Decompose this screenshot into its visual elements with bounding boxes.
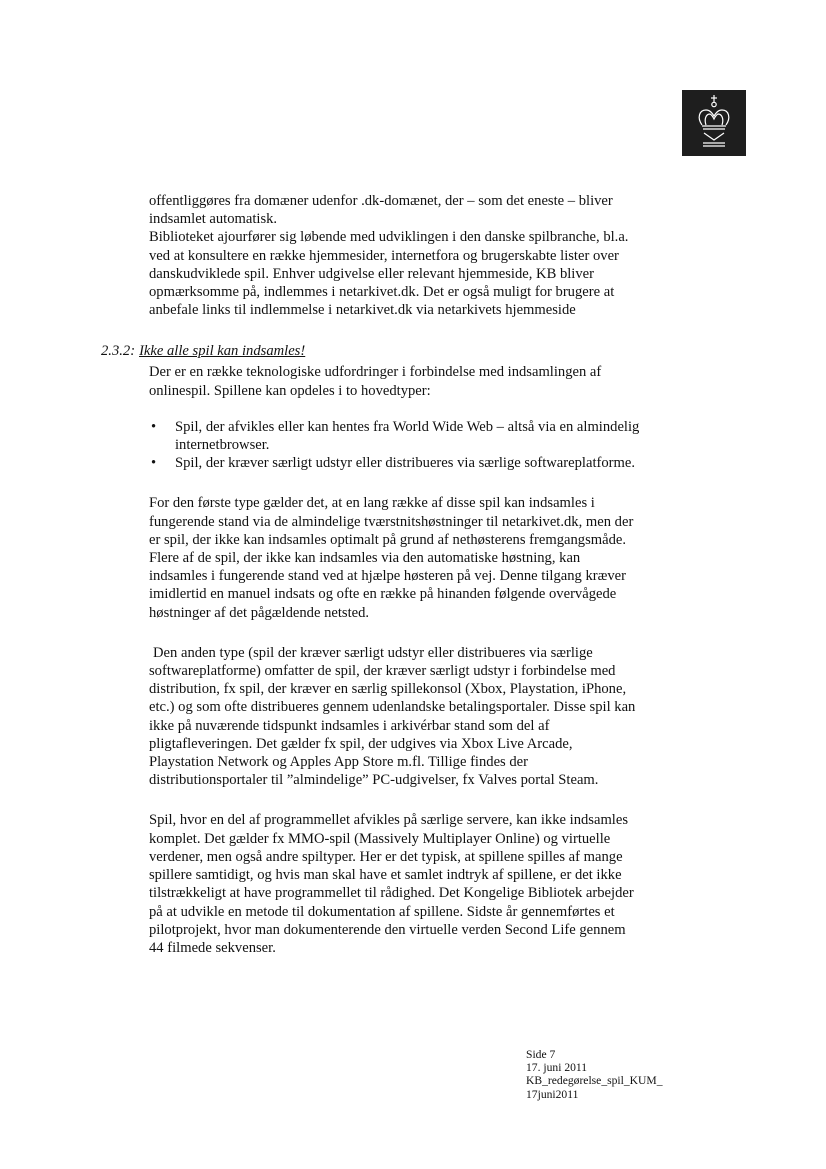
text-line: verdener, men også andre spiltyper. Her er det typisk, at spillene spilles af mange: [149, 848, 623, 865]
text-line: offentliggøres fra domæner udenfor .dk-domænet, der – som det eneste – bliver: [149, 193, 613, 209]
page-footer: [526, 1048, 663, 1101]
spacer: [149, 400, 709, 418]
text-line: pligtafleveringen. Det gælder fx spil, der udgives via Xbox Live Arcade,: [149, 735, 573, 752]
section-heading: [101, 343, 305, 360]
text-line: ved at konsultere en række hjemmesider, internetfora og brugerskabte lister over: [149, 247, 619, 264]
list-item: [149, 418, 709, 454]
text-line: indsamles i fungerende stand ved at hjælpe høsteren på vej. Denne tilgang kræver: [149, 568, 626, 585]
footer-filename: KB_redegørelse_spil_KUM_: [526, 1074, 663, 1088]
text-line: Spil, der kræver særligt udstyr eller distribueres via særlige softwareplatforme.: [175, 455, 636, 472]
text-line: er spil, der ikke kan indsamles optimalt på grund af nethøsterens fremgangsmåde.: [149, 531, 626, 548]
paragraph-first-type: [149, 494, 709, 621]
text-line: For den første type gælder det, at en lang række af disse spil kan indsamles i: [149, 495, 595, 512]
text-line: ikke på nuværende tidspunkt indsamles i arkivérbar stand som del af: [149, 717, 550, 734]
section-intro-paragraph: [149, 363, 709, 399]
text-line: anbefale links til indlemmelse i netarkivet.dk via netarkivets hjemmeside: [149, 302, 576, 319]
text-line: høstninger af det pågældende netsted.: [149, 604, 370, 621]
text-line: danskudviklede spil. Enhver udgivelse eller relevant hjemmeside, KB bliver: [149, 265, 594, 282]
text-line: fungerende stand via de almindelige tværstnitshøstninger til netarkivet.dk, men der: [149, 513, 634, 530]
text-line: onlinespil. Spillene kan opdeles i to hovedtyper:: [149, 382, 431, 399]
crown-icon: [682, 90, 746, 156]
game-types-list: [149, 418, 709, 473]
text-line: Spil, der afvikles eller kan hentes fra World Wide Web – altså via en almindelig: [175, 418, 640, 435]
paragraph-second-type: [149, 644, 709, 790]
text-line: internetbrowser.: [175, 437, 270, 454]
text-line: opmærksomme på, indlemmes i netarkivet.dk. Det er også muligt for brugere at: [149, 284, 615, 301]
royal-logo: [682, 90, 746, 156]
text-line: imidlertid en manuel indsats og ofte en række på hinanden følgende overvågede: [149, 586, 617, 603]
text-line: spillere samtidigt, og hvis man skal have et samlet indtryk af spillene, er det ikke: [149, 867, 622, 884]
text-line: Den anden type (spil der kræver særligt udstyr eller distribueres via særlige: [153, 644, 593, 661]
spacer: [149, 789, 709, 811]
text-line: Playstation Network og Apples App Store m.fl. Tillige findes der: [149, 754, 529, 771]
text-line: Flere af de spil, der ikke kan indsamles via den automatiske høstning, kan: [149, 550, 581, 567]
document-body: [149, 192, 709, 957]
spacer: [149, 622, 709, 644]
text-line: Spil, hvor en del af programmellet afvikles på særlige servere, kan ikke indsamles: [149, 812, 629, 829]
text-line: tilstrækkeligt at have programmellet til rådighed. Det Kongelige Bibliotek arbejder: [149, 885, 634, 902]
intro-paragraph: [149, 192, 709, 319]
text-line: etc.) og som ofte distribueres gennem udenlandske betalingsportaler. Disse spil kan: [149, 699, 636, 716]
text-line: Der er en række teknologiske udfordringer i forbindelse med indsamlingen af: [149, 364, 602, 381]
text-line: Biblioteket ajourfører sig løbende med udviklingen i den danske spilbranche, bl.a.: [149, 229, 629, 246]
spacer: [149, 472, 709, 494]
list-item: [149, 454, 709, 472]
text-line: indsamlet automatisk.: [149, 211, 278, 228]
bullet-marker: •: [151, 418, 157, 435]
section-number: 2.3.2:: [101, 343, 136, 359]
page-number: Side 7: [526, 1048, 556, 1061]
text-line: distributionsportaler til ”almindelige” PC-udgivelser, fx Valves portal Steam.: [149, 772, 599, 789]
text-line: softwareplatforme) omfatter de spil, der kræver særligt udstyr i forbindelse med: [149, 663, 616, 680]
text-line: på at udvikle en metode til dokumentation af spillene. Sidste år gennemførtes et: [149, 903, 615, 920]
section-title: Ikke alle spil kan indsamles!: [139, 343, 306, 359]
text-line: distribution, fx spil, der kræver en særlig spillekonsol (Xbox, Playstation, iPhone,: [149, 681, 627, 698]
paragraph-server-games: [149, 811, 709, 957]
text-line: 44 filmede sekvenser.: [149, 939, 276, 956]
text-line: komplet. Det gælder fx MMO-spil (Massively Multiplayer Online) og virtuelle: [149, 830, 611, 847]
bullet-marker: •: [151, 455, 157, 472]
footer-date: 17. juni 2011: [526, 1061, 588, 1075]
text-line: pilotprojekt, hvor man dokumenterende den virtuelle verden Second Life gennem: [149, 921, 626, 938]
footer-filename-cont: 17juni2011: [526, 1087, 579, 1101]
